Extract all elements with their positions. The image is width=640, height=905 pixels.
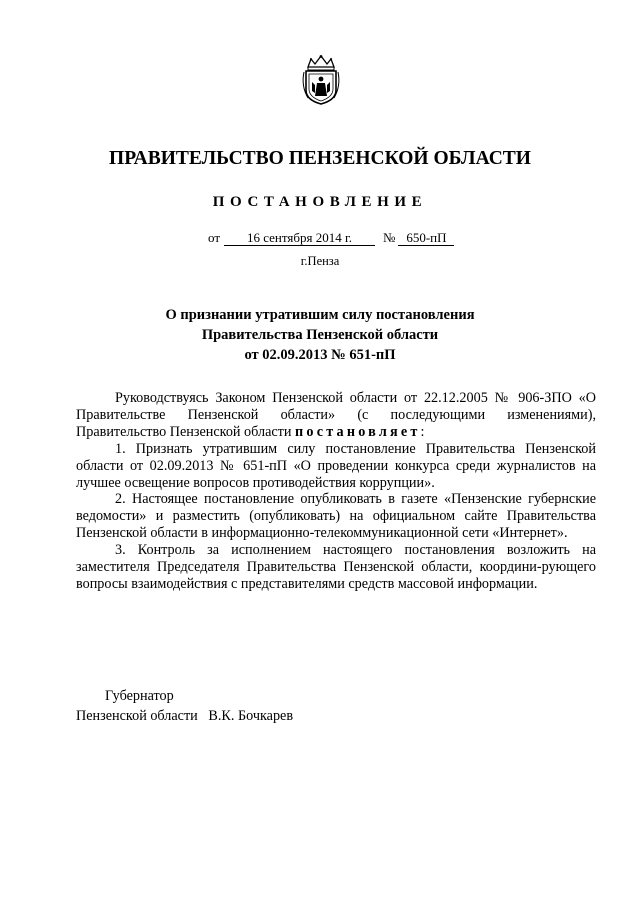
from-label: от [208, 230, 221, 245]
decree-word: постановляет [295, 423, 421, 440]
item-3: 3. Контроль за исполнением настоящего постановления возложить на заместителя Председателя Правительства Пензенской области, координи-рующего вопросы взаимодействия с представителями средств массовой информации. [76, 542, 596, 592]
subject-line-1: О признании утратившим силу постановления [165, 307, 475, 323]
item-2: 2. Настоящее постановление опубликовать в газете «Пензенские губернские ведомости» и разместить (опубликовать) на официальном сайте Правительства Пензенской области в информационно-телекоммуникационной сети «Интернет». [76, 491, 596, 542]
signature-block [76, 686, 293, 726]
decree-colon: : [420, 423, 425, 440]
signatory-region: Пензенской области [76, 708, 198, 724]
subject-line-2: Правительства Пензенской области [201, 327, 439, 343]
city: г.Пенза [300, 254, 340, 268]
coat-of-arms-icon [300, 54, 342, 106]
date-number-line [208, 230, 454, 246]
government-title: ПРАВИТЕЛЬСТВО ПЕНЗЕНСКОЙ ОБЛАСТИ [109, 148, 531, 169]
signatory-line [76, 706, 293, 726]
document-number: 650-пП [398, 230, 454, 246]
document-subject [0, 305, 640, 365]
document-type: ПОСТАНОВЛЕНИЕ [212, 194, 428, 210]
number-label: № [383, 230, 396, 245]
signatory-position: Губернатор [105, 688, 174, 704]
signatory-name: В.К. Бочкарев [208, 708, 294, 724]
document-body [76, 390, 596, 593]
item-1: 1. Признать утратившим силу постановление Правительства Пензенской области от 02.09.2013 № 651-пП «О проведении конкурса среди журналистов на лучшее освещение вопросов противодействия коррупции». [76, 440, 596, 491]
document-date: 16 сентября 2014 г. [224, 230, 375, 246]
preamble-paragraph [76, 390, 596, 441]
subject-line-3: от 02.09.2013 № 651-пП [244, 347, 396, 363]
preamble-text: Руководствуясь Законом Пензенской области от 22.12.2005 № 906-ЗПО «О Правительстве Пензенской области» (с последующими изменениями), Правительство Пензенской области [76, 390, 596, 440]
